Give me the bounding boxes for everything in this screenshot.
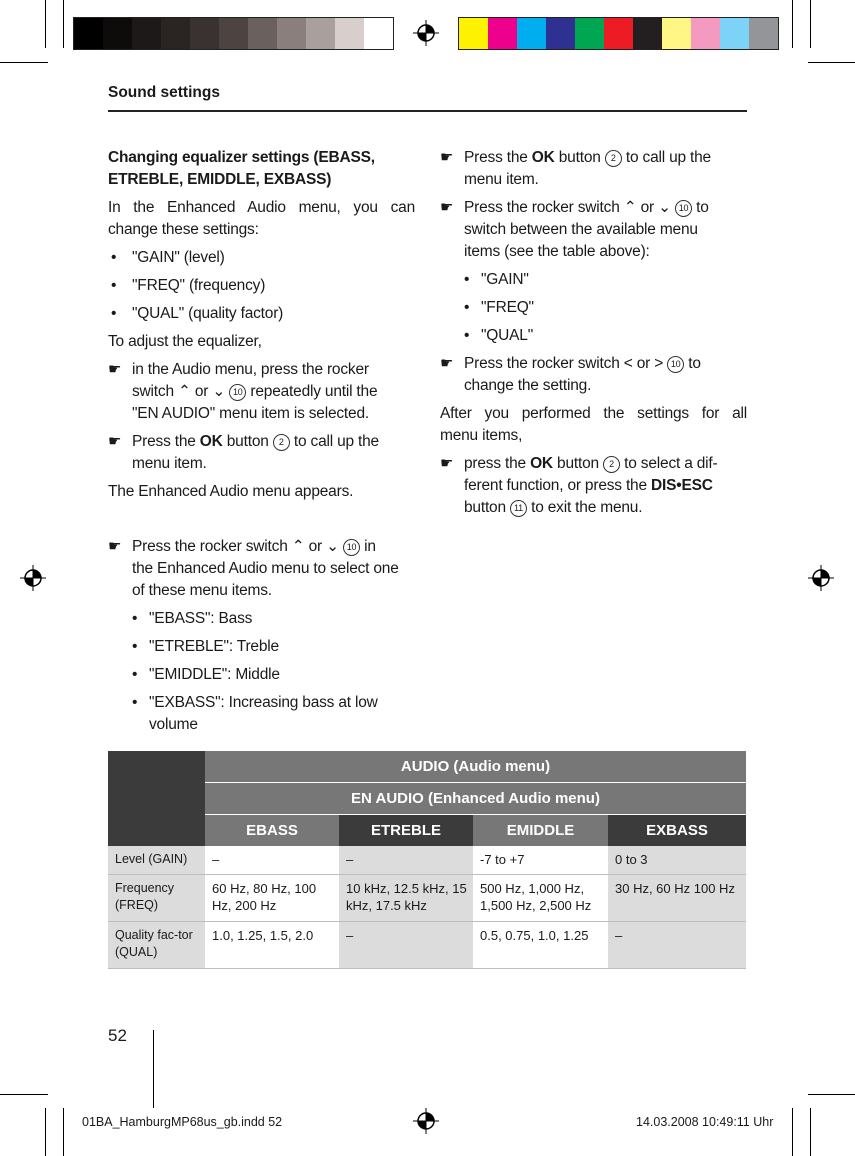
fold-mark: [153, 1030, 154, 1108]
table-cell: –: [339, 922, 473, 969]
list-item: • "EMIDDLE": Middle: [132, 666, 280, 683]
rocker-down-icon: ⌄: [326, 538, 339, 555]
rocker-left-icon: <: [623, 355, 633, 372]
rocker-up-icon: ⌃: [291, 538, 305, 555]
table-column-header: EMIDDLE: [473, 815, 608, 847]
table-cell: 500 Hz, 1,000 Hz, 1,500 Hz, 2,500 Hz: [473, 875, 608, 922]
list-item: • "QUAL" (quality factor): [111, 305, 284, 322]
gray-swatch: [161, 18, 190, 49]
table-cell: –: [339, 846, 473, 875]
registration-target-icon: [808, 565, 834, 591]
rocker-down-icon: ⌄: [212, 383, 226, 400]
table-cell: 0 to 3: [608, 846, 746, 875]
rocker-right-icon: >: [654, 355, 664, 372]
control-number: 2: [605, 150, 622, 167]
list-item: • "EBASS": Bass: [132, 610, 253, 627]
gray-swatch: [190, 18, 219, 49]
pointing-hand-icon: ☛: [108, 538, 122, 555]
page-number: 52: [108, 1026, 127, 1045]
header-rule: [108, 110, 747, 112]
right-column: [440, 147, 747, 519]
table-column-header: ETREBLE: [339, 815, 473, 847]
color-swatch: [546, 18, 575, 49]
list-item: • "ETREBLE": Treble: [132, 638, 279, 655]
after-paragraph: After you performed the settings for all menu items,: [440, 405, 747, 444]
list-item: • "QUAL": [464, 327, 534, 344]
crop-mark: [808, 1094, 855, 1095]
rocker-down-icon: ⌄: [658, 199, 671, 216]
crop-mark: [0, 1094, 48, 1095]
instruction-text: To adjust the equalizer,: [108, 333, 262, 350]
crop-mark: [63, 1108, 64, 1156]
color-bar: [458, 17, 779, 50]
footer-timestamp: 14.03.2008 10:49:11 Uhr: [636, 1115, 774, 1129]
control-number: 10: [667, 356, 684, 373]
table-row: [108, 846, 746, 875]
equalizer-table: [108, 751, 746, 969]
crop-mark: [808, 62, 855, 63]
table-cell: 60 Hz, 80 Hz, 100 Hz, 200 Hz: [205, 875, 339, 922]
gray-swatch: [132, 18, 161, 49]
table-column-header: EXBASS: [608, 815, 746, 847]
table-row: [108, 922, 746, 969]
table-cell: -7 to +7: [473, 846, 608, 875]
gray-swatch: [277, 18, 306, 49]
color-swatch: [488, 18, 517, 49]
rocker-up-icon: ⌃: [623, 199, 637, 216]
rocker-up-icon: ⌃: [177, 383, 191, 400]
pointing-hand-icon: ☛: [440, 149, 454, 166]
table-header-en-audio: EN AUDIO (Enhanced Audio menu): [205, 783, 746, 815]
list-item: • "GAIN" (level): [111, 249, 225, 266]
control-number: 10: [229, 384, 246, 401]
gray-swatch: [335, 18, 364, 49]
grayscale-bar: [73, 17, 394, 50]
registration-target-icon: [413, 1108, 439, 1134]
pointing-hand-icon: ☛: [440, 455, 454, 472]
crop-mark: [45, 1108, 46, 1156]
left-column: [108, 147, 415, 736]
step: ☛ Press the rocker switch ⌃ or ⌄ 10 in the Enhanced Audio menu to select one of these menu items.: [108, 538, 399, 599]
control-number: 10: [675, 200, 692, 217]
footer-file: 01BA_HamburgMP68us_gb.indd 52: [82, 1115, 283, 1129]
control-number: 10: [343, 539, 360, 556]
crop-mark: [63, 0, 64, 48]
list-item: • "GAIN": [464, 271, 529, 288]
crop-mark: [0, 62, 48, 63]
registration-target-icon: [20, 565, 46, 591]
registration-target-icon: [413, 20, 439, 46]
table-cell: –: [608, 922, 746, 969]
step: ☛ Press the rocker switch < or > 10 to change the setting.: [440, 355, 701, 394]
color-swatch: [575, 18, 604, 49]
crop-mark: [792, 1108, 793, 1156]
intro-paragraph: In the Enhanced Audio menu, you can change these settings:: [108, 199, 415, 238]
gray-swatch: [306, 18, 335, 49]
step: ☛ in the Audio menu, press the rocker switch ⌃ or ⌄ 10 repeatedly until the "EN AUDIO" menu item is selected.: [108, 361, 378, 422]
gray-swatch: [219, 18, 248, 49]
gray-swatch: [74, 18, 103, 49]
crop-mark: [810, 0, 811, 48]
table-corner: [108, 751, 205, 846]
color-swatch: [633, 18, 662, 49]
section-title: Sound settings: [108, 84, 220, 101]
pointing-hand-icon: ☛: [440, 355, 454, 372]
table-header-audio: AUDIO (Audio menu): [205, 751, 746, 783]
table-cell: 30 Hz, 60 Hz 100 Hz: [608, 875, 746, 922]
table-row-label: Level (GAIN): [108, 846, 205, 875]
step: ☛ Press the rocker switch ⌃ or ⌄ 10 to switch between the available menu items (see the table above):: [440, 199, 709, 260]
control-number: 11: [510, 500, 527, 517]
color-swatch: [749, 18, 778, 49]
table-column-header: EBASS: [205, 815, 339, 847]
table-cell: 0.5, 0.75, 1.0, 1.25: [473, 922, 608, 969]
pointing-hand-icon: ☛: [108, 433, 122, 450]
color-swatch: [517, 18, 546, 49]
color-swatch: [662, 18, 691, 49]
pointing-hand-icon: ☛: [108, 361, 122, 378]
table-cell: 1.0, 1.25, 1.5, 2.0: [205, 922, 339, 969]
gray-swatch: [364, 18, 393, 49]
table-row-label: Frequency (FREQ): [108, 875, 205, 922]
control-number: 2: [273, 434, 290, 451]
list-item: • "FREQ": [464, 299, 534, 316]
table-row-label: Quality fac-tor (QUAL): [108, 922, 205, 969]
step: ☛ press the OK button 2 to select a dif- ferent function, or press the DIS•ESC button 11 to exit the menu.: [440, 455, 718, 516]
list-item: • "FREQ" (frequency): [111, 277, 266, 294]
color-swatch: [604, 18, 633, 49]
table-cell: –: [205, 846, 339, 875]
crop-mark: [792, 0, 793, 48]
heading: Changing equalizer settings (EBASS, ETREBLE, EMIDDLE, EXBASS): [108, 149, 375, 188]
color-swatch: [691, 18, 720, 49]
crop-mark: [810, 1108, 811, 1156]
color-swatch: [459, 18, 488, 49]
result-text: The Enhanced Audio menu appears.: [108, 483, 354, 500]
crop-mark: [45, 0, 46, 48]
gray-swatch: [103, 18, 132, 49]
color-swatch: [720, 18, 749, 49]
control-number: 2: [603, 456, 620, 473]
step: ☛ Press the OK button 2 to call up the menu item.: [108, 433, 379, 472]
pointing-hand-icon: ☛: [440, 199, 454, 216]
gray-swatch: [248, 18, 277, 49]
table-cell: 10 kHz, 12.5 kHz, 15 kHz, 17.5 kHz: [339, 875, 473, 922]
table-row: [108, 875, 746, 922]
step: ☛ Press the OK button 2 to call up the menu item.: [440, 149, 711, 188]
list-item: • "EXBASS": Increasing bass at low volume: [132, 694, 378, 733]
